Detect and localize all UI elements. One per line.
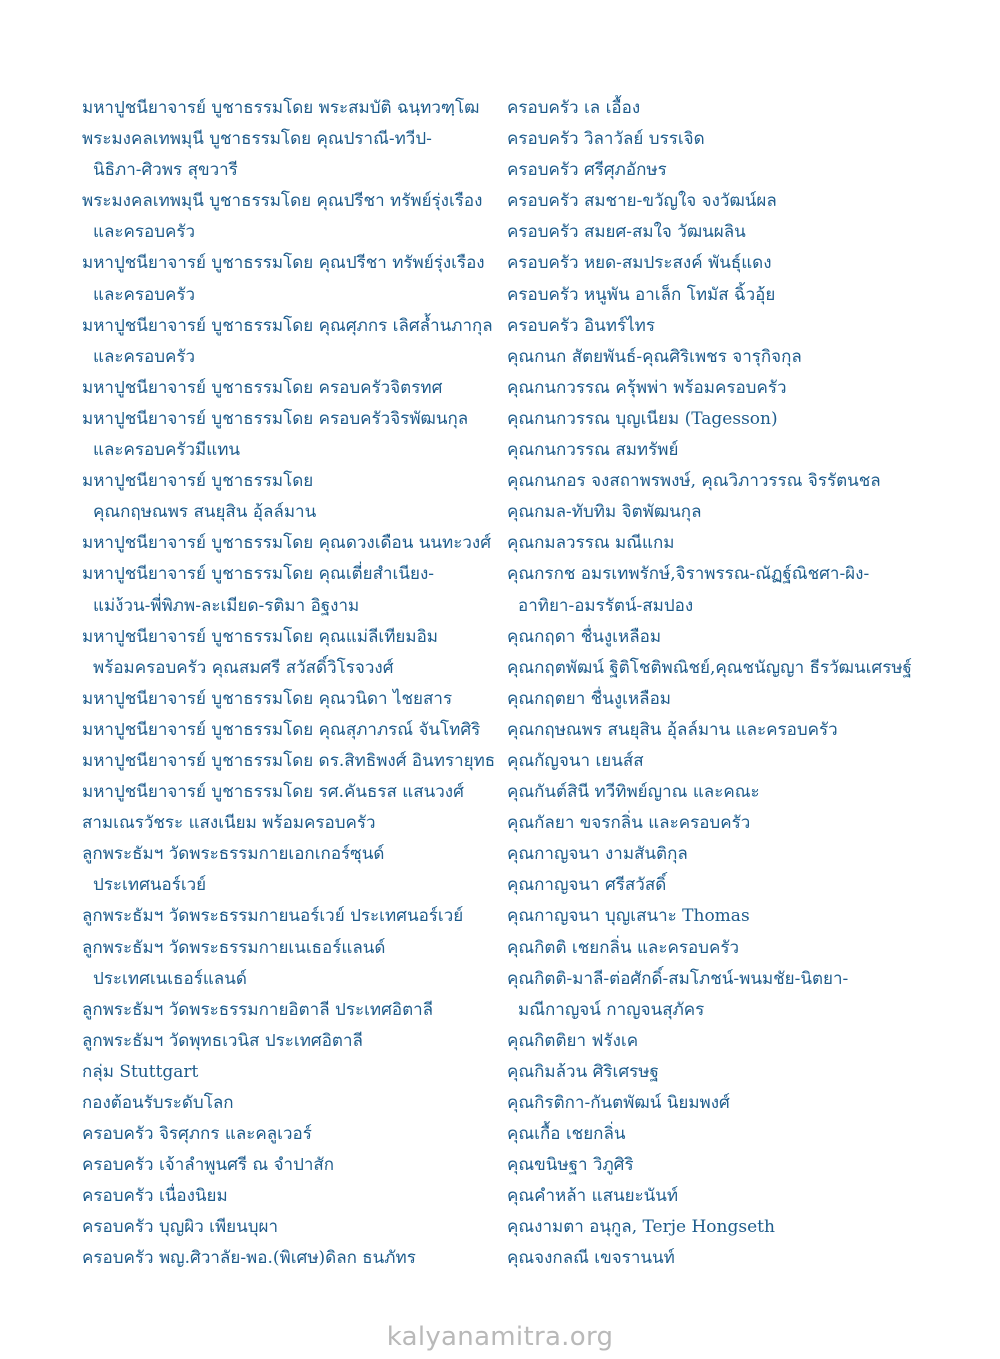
list-item: มหาปูชนียาจารย์ บูชาธรรมโดย ดร.สิทธิพงศ์ อินทรายุทธ <box>82 750 496 771</box>
list-item: มหาปูชนียาจารย์ บูชาธรรมโดย รศ.คันธรส แสนวงศ์ <box>82 782 464 803</box>
list-item: คุณกันต์สินี ทวีทิพย์ญาณ และคณะ <box>507 782 760 803</box>
list-item: ลูกพระธัมฯ วัดพระธรรมกายนอร์เวย์ ประเทศนอร์เวย์ <box>82 906 464 927</box>
list-item: ครอบครัว สมยศ-สมใจ วัฒนผลิน <box>507 222 746 243</box>
list-item: ครอบครัว ศรีศุภอักษร <box>507 160 667 181</box>
right-name-column <box>507 93 927 1275</box>
list-item-continuation: อาทิยา-อมรรัตน์-สมปอง <box>518 595 694 616</box>
list-item: คุณกาญจนา งามสันติกุล <box>507 844 688 865</box>
list-item: ลูกพระธัมฯ วัดพระธรรมกายเนเธอร์แลนด์ <box>82 937 386 958</box>
list-item: สามเณรวัชระ แสงเนียม พร้อมครอบครัว <box>82 813 376 834</box>
list-item: มหาปูชนียาจารย์ บูชาธรรมโดย พระสมบัติ ฉนฺทวฑฺโฒ <box>82 98 480 118</box>
list-item: คุณจงกลณี เขจรานนท์ <box>507 1248 675 1269</box>
list-item-continuation: นิธิภา-ศิวพร สุขวารี <box>93 160 238 181</box>
list-item: คุณกนก สัตยพันธ์-คุณศิริเพชร จารุกิจกุล <box>507 346 802 367</box>
list-item: มหาปูชนียาจารย์ บูชาธรรมโดย คุณดวงเดือน นนทะวงศ์ <box>82 533 492 554</box>
list-item: พระมงคลเทพมุนี บูชาธรรมโดย คุณปราณี-ทวีป- <box>82 129 432 150</box>
list-item: คุณเกื้อ เชยกลิ่น <box>507 1124 626 1145</box>
list-item: ครอบครัว บุญผิว เพียนบุผา <box>82 1217 279 1238</box>
list-item: มหาปูชนียาจารย์ บูชาธรรมโดย คุณสุภาภรณ์ จันโทศิริ <box>82 719 481 740</box>
list-item: กลุ่ม Stuttgart <box>82 1061 199 1082</box>
list-item: มหาปูชนียาจารย์ บูชาธรรมโดย <box>82 471 314 492</box>
list-item: คุณกิตติ-มาลี-ต่อศักดิ์-สมโภชน์-พนมชัย-นิตยา- <box>507 968 849 989</box>
list-item: คุณกนกวรรณ สมทรัพย์ <box>507 440 679 461</box>
list-item: คุณกนกอร จงสถาพรพงษ์, คุณวิภาวรรณ จิรรัตนชล <box>507 471 881 492</box>
list-item: คุณคำหล้า แสนยะนันท์ <box>507 1186 679 1207</box>
list-item: มหาปูชนียาจารย์ บูชาธรรมโดย ครอบครัวจิรพัฒนกุล <box>82 408 469 429</box>
left-name-column <box>82 93 494 1275</box>
list-item: คุณกมลวรรณ มณีแกม <box>507 533 675 554</box>
list-item: มหาปูชนียาจารย์ บูชาธรรมโดย คุณแม่ลีเทียมอิม <box>82 626 438 647</box>
list-item: คุณขนิษฐา วิภูศิริ <box>507 1155 634 1176</box>
list-item: ครอบครัว อินทร์ไทร <box>507 315 656 336</box>
list-item: คุณกัญจนา เยนส์ส <box>507 750 644 771</box>
list-item-continuation: มณีกาญจน์ กาญจนสุภัคร <box>518 999 705 1020</box>
list-item: คุณกัลยา ขจรกลิ่น และครอบครัว <box>507 813 751 834</box>
list-item: คุณกฤดา ชื่นงูเหลือม <box>507 626 662 647</box>
list-item: ครอบครัว จิรศุภกร และคลูเวอร์ <box>82 1124 312 1145</box>
list-item: พระมงคลเทพมุนี บูชาธรรมโดย คุณปรีชา ทรัพย์รุ่งเรือง <box>82 191 483 212</box>
list-item: คุณกิตติ เชยกลิ่น และครอบครัว <box>507 937 740 958</box>
list-item: มหาปูชนียาจารย์ บูชาธรรมโดย คุณเตี่ยสำเนียง- <box>82 564 434 585</box>
list-item: คุณกนกวรรณ บุญเนียม (Tagesson) <box>507 408 778 429</box>
list-item: คุณกิตติยา ฟรังเค <box>507 1030 639 1051</box>
list-item: มหาปูชนียาจารย์ บูชาธรรมโดย คุณศุภกร เลิศล้ำนภากุล <box>82 315 493 336</box>
list-item: คุณกฤตยา ชื่นงูเหลือม <box>507 688 671 709</box>
list-item: คุณกฤตพัฒน์ ฐิติโชติพณิชย์,คุณชนัญญา ธีรวัฒนเศรษฐ์ <box>507 657 912 678</box>
footer-watermark: kalyanamitra.org <box>386 1322 614 1352</box>
list-item: คุณกาญจนา บุญเสนาะ Thomas <box>507 906 750 927</box>
list-item: คุณกฤษณพร สนยุสิน อุ้ลล์มาน และครอบครัว <box>507 719 838 740</box>
list-item: ครอบครัว หนูพัน อาเล็ก โทมัส ฉิ้วอุ้ย <box>507 284 776 305</box>
list-item-continuation: และครอบครัว <box>93 346 196 367</box>
list-item-continuation: คุณกฤษณพร สนยุสิน อุ้ลล์มาน <box>93 502 317 523</box>
list-item: คุณกิมล้วน ศิริเศรษฐ <box>507 1061 659 1082</box>
list-item: คุณกนกวรรณ ครุ้พพ่า พร้อมครอบครัว <box>507 377 787 398</box>
list-item-continuation: ประเทศเนเธอร์แลนด์ <box>93 968 247 989</box>
list-item: ครอบครัว วิลาวัลย์ บรรเจิด <box>507 129 705 150</box>
list-item: กองต้อนรับระดับโลก <box>82 1093 234 1113</box>
list-item: คุณกมล-ทับทิม จิตพัฒนกุล <box>507 502 702 523</box>
list-item: ครอบครัว เล เอื้อง <box>507 98 641 118</box>
list-item: คุณกิรติกา-กันตพัฒน์ นิยมพงศ์ <box>507 1093 730 1113</box>
list-item-continuation: และครอบครัว <box>93 284 196 305</box>
list-item: ครอบครัว หยด-สมประสงค์ พันธุ์แดง <box>507 253 772 274</box>
list-item: มหาปูชนียาจารย์ บูชาธรรมโดย ครอบครัวจิตรทศ <box>82 377 443 398</box>
list-item-continuation: แม่ง้วน-พี่พิภพ-ละเมียด-รติมา อิฐงาม <box>93 595 360 616</box>
list-item: คุณกาญจนา ศรีสวัสดิ์ <box>507 875 667 896</box>
list-item: คุณงามตา อนุกูล, Terje Hongseth <box>507 1217 775 1238</box>
list-item-continuation: และครอบครัวมีแทน <box>93 440 241 461</box>
list-item: คุณกรกช อมรเทพรักษ์,จิราพรรณ-ณัฏฐ์ณิชศา-ผิง- <box>507 564 870 585</box>
list-item: ครอบครัว เจ้าลำพูนศรี ณ จำปาสัก <box>82 1155 335 1176</box>
list-item-continuation: พร้อมครอบครัว คุณสมศรี สวัสดิ์วิโรจวงศ์ <box>93 657 394 678</box>
list-item: ลูกพระธัมฯ วัดพระธรรมกายเอกเกอร์ซุนด์ <box>82 844 385 865</box>
list-item: ครอบครัว เนื่องนิยม <box>82 1186 228 1207</box>
list-item: ลูกพระธัมฯ วัดพระธรรมกายอิตาลี ประเทศอิตาลี <box>82 999 434 1020</box>
list-item-continuation: ประเทศนอร์เวย์ <box>93 875 207 896</box>
list-item: ครอบครัว สมชาย-ขวัญใจ จงวัฒน์ผล <box>507 191 777 212</box>
list-item: ลูกพระธัมฯ วัดพุทธเวนิส ประเทศอิตาลี <box>82 1030 363 1051</box>
list-item: มหาปูชนียาจารย์ บูชาธรรมโดย คุณปรีชา ทรัพย์รุ่งเรือง <box>82 253 485 274</box>
list-item: มหาปูชนียาจารย์ บูชาธรรมโดย คุณวนิดา ไชยสาร <box>82 688 453 709</box>
list-item-continuation: และครอบครัว <box>93 222 196 243</box>
list-item: ครอบครัว พญ.ศิวาลัย-พอ.(พิเศษ)ดิลก ธนภัทร <box>82 1248 416 1269</box>
